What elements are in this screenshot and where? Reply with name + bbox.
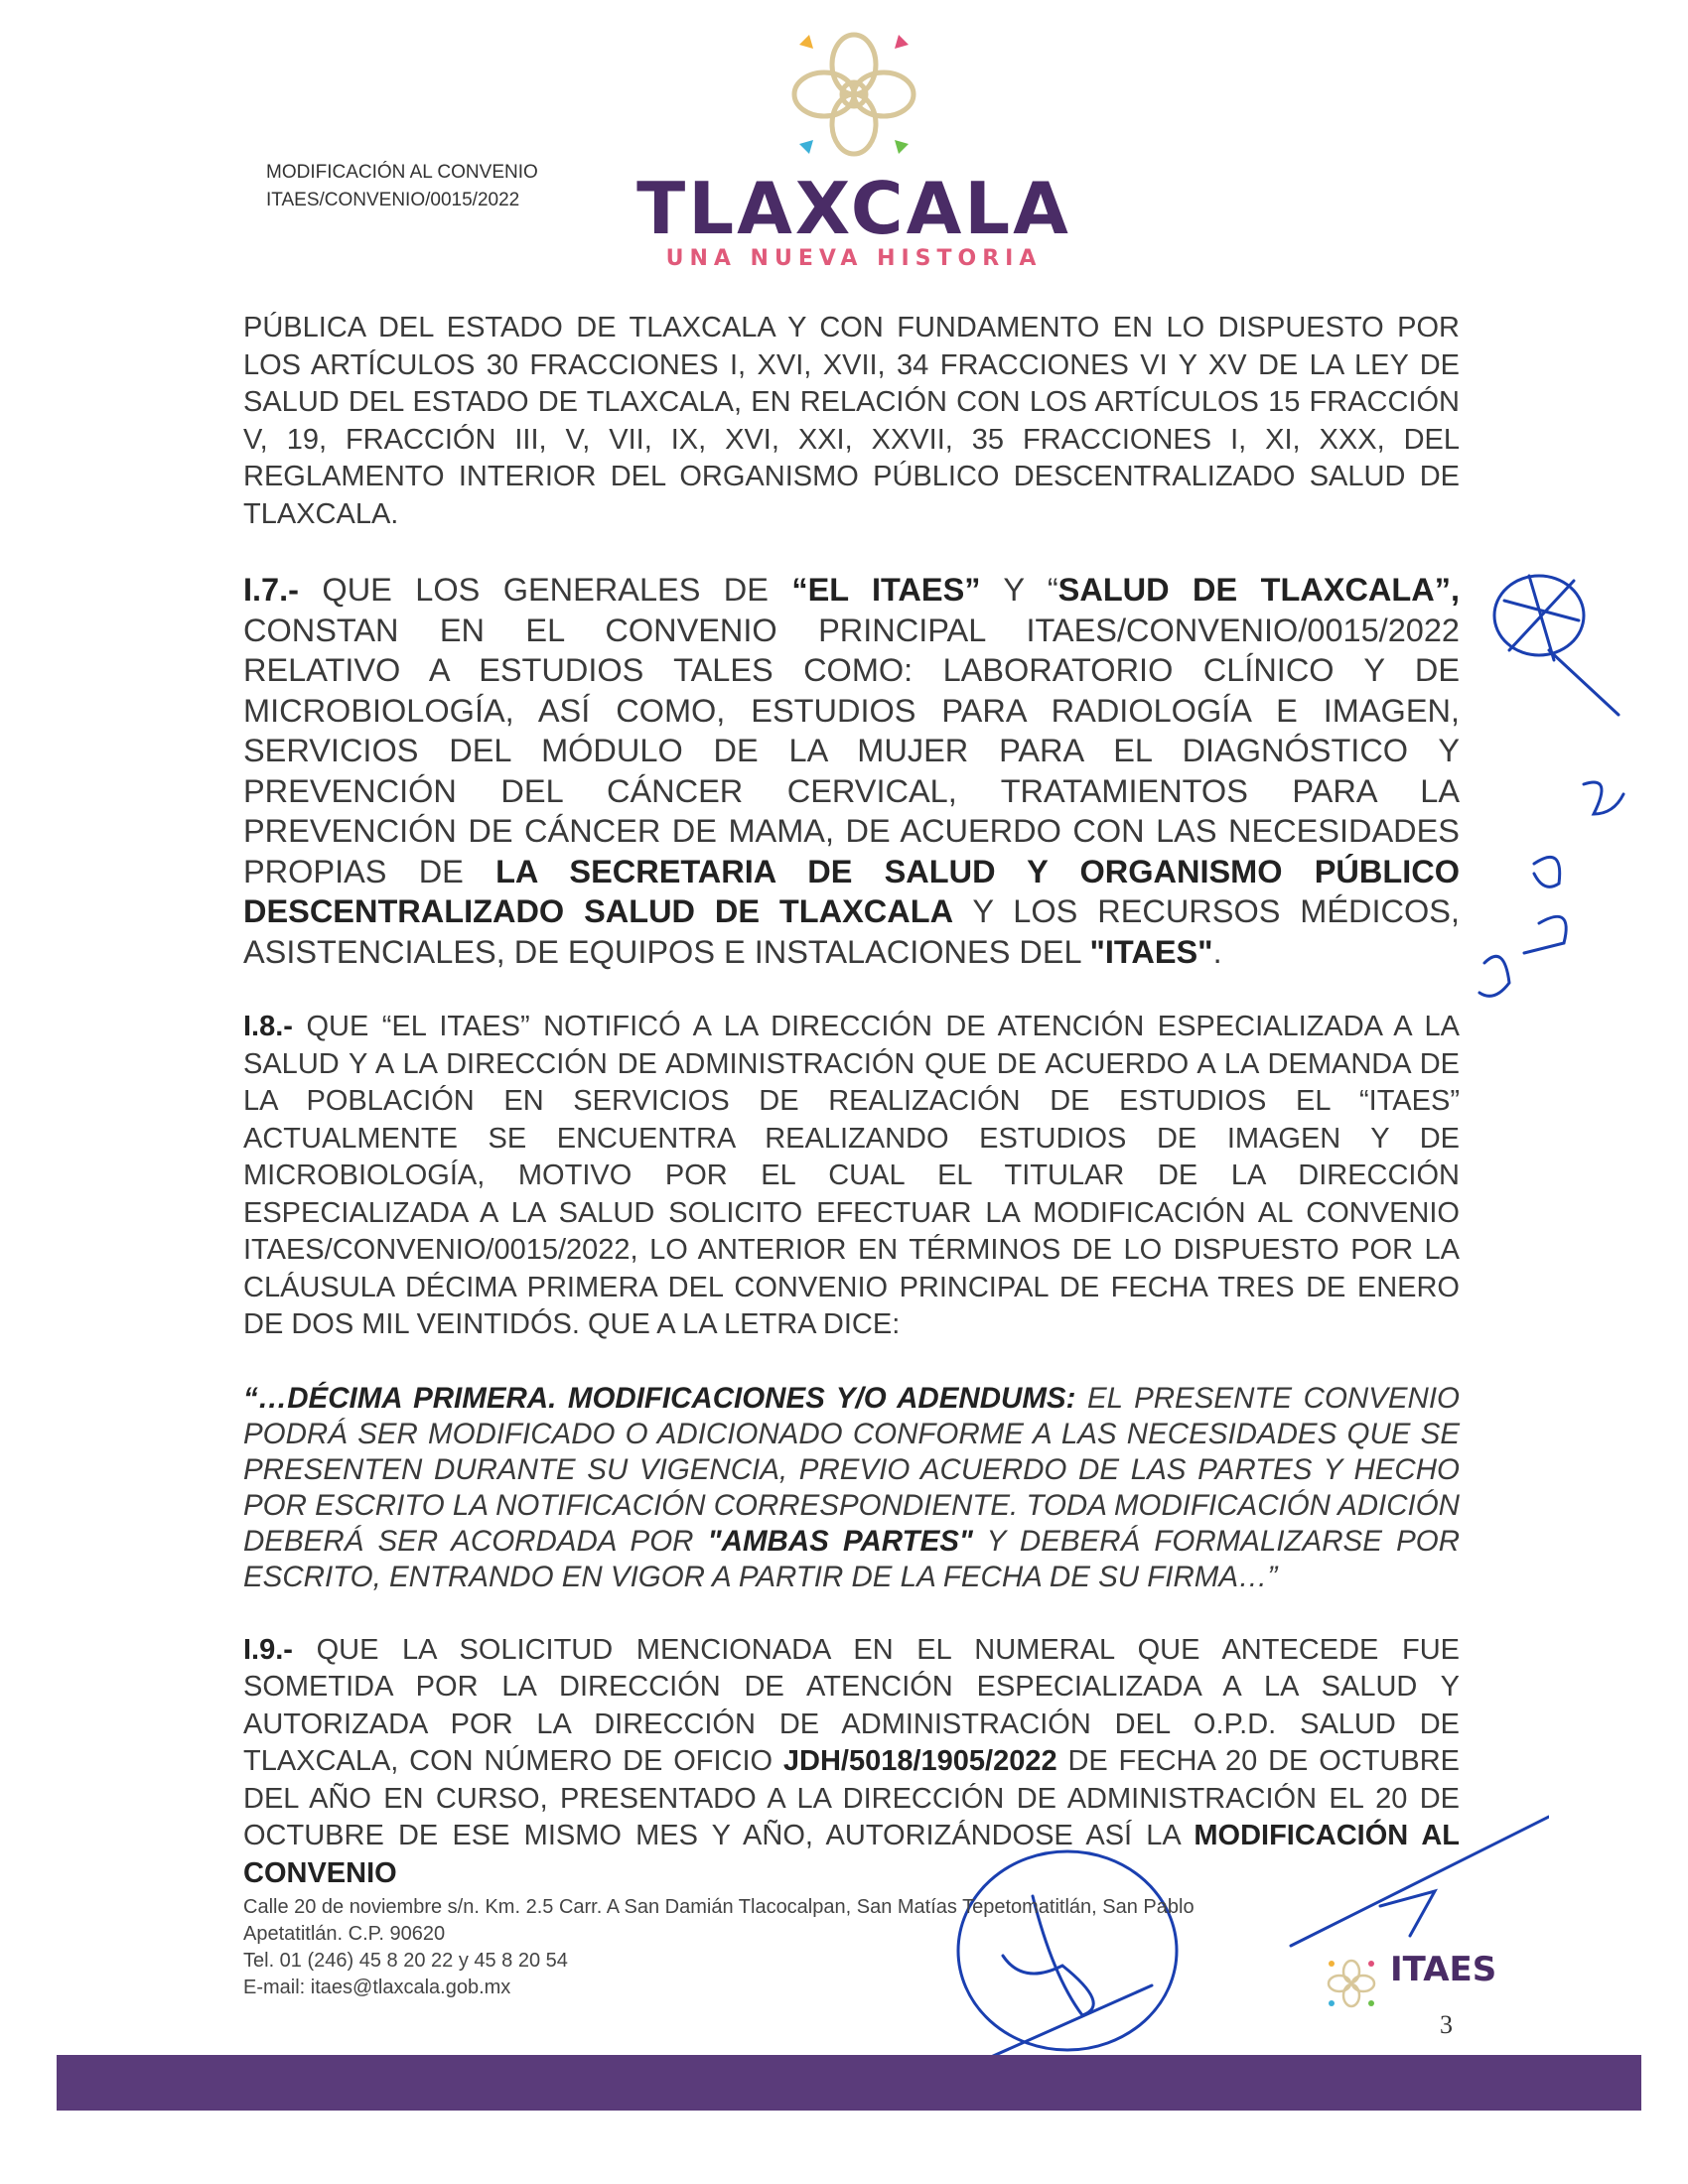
document-body (243, 310, 1460, 1892)
handwritten-date (1465, 754, 1633, 1013)
phone-line: Tel. 01 (246) 45 8 20 22 y 45 8 20 54 (243, 1950, 568, 1972)
address-line: Apetatitlán. C.P. 90620 (243, 1923, 446, 1945)
tlaxcala-logo (635, 20, 1072, 288)
quote-text: EL PRESENTE CONVENIO PODRÁ SER MODIFICADO O ADICIONADO CONFORME A LAS NECESIDADES QUE SE PRESENTEN DURANTE SU VIGENCIA, PREVIO ACUERDO DE LAS PARTES Y HECHO POR ESCRITO LA NOTIFICACIÓN CORRESPONDIENTE. TODA MODIFICACIÓN ADICIÓN DEBERÁ SER ACORDADA POR (243, 1381, 1461, 1558)
page-number: 3 (1440, 2010, 1453, 2039)
itaes-logo (1316, 1950, 1604, 2019)
clause-i9 (243, 1632, 1460, 1893)
doc-ref-number: ITAES/CONVENIO/0015/2022 (266, 190, 520, 210)
clause-text: . (1212, 933, 1222, 970)
address-line: Calle 20 de noviembre s/n. Km. 2.5 Carr. A San Damián Tlacocalpan, San Matías Tepetomatitlán, San Pablo (243, 1896, 1195, 1918)
clause-number: I.8.- (243, 1011, 293, 1042)
clause-text: DE FECHA 20 DE OCTUBRE DEL AÑO EN CURSO, PRESENTADO A LA DIRECCIÓN DE ADMINISTRACIÓN EL 20 DE OCTUBRE DE ESE MISMO MES Y AÑO, AUTORIZÁNDOSE ASÍ LA (243, 1745, 1460, 1851)
clause-text: Y LOS RECURSOS MÉDICOS, ASISTENCIALES, DE EQUIPOS E INSTALACIONES DEL (243, 893, 1461, 970)
bold-term: "ITAES" (1089, 933, 1213, 970)
document-reference (266, 159, 538, 214)
flower-emblem-icon (770, 20, 938, 169)
bold-term: MODIFICACIÓN AL CONVENIO (243, 1820, 1461, 1889)
bold-term: "AMBAS PARTES" (707, 1524, 973, 1558)
itaes-wordmark: ITAES (1390, 1950, 1497, 1989)
footer-bar (57, 2055, 1641, 2111)
clause-text: Y “ (980, 572, 1058, 608)
email-line: E-mail: itaes@tlaxcala.gob.mx (243, 1977, 511, 1998)
bold-term: JDH/5018/1905/2022 (782, 1745, 1057, 1777)
bold-term: “EL ITAES” (791, 572, 981, 608)
intro-paragraph (243, 310, 1460, 533)
clause-number: I.9.- (243, 1633, 293, 1666)
clause-text: CONSTAN EN EL CONVENIO PRINCIPAL ITAES/CONVENIO/0015/2022 RELATIVO A ESTUDIOS TALES COMO: LABORATORIO CLÍNICO Y DE MICROBIOLOGÍA, ASÍ COMO, ESTUDIOS PARA RADIOLOGÍA E IMAGEN, SERVICIOS DEL MÓDULO DE LA MUJER PARA EL DIAGNÓSTICO Y PREVENCIÓN DEL CÁNCER CERVICAL, TRATAMIENTOS PARA LA PREVENCIÓN DE CÁNCER DE MAMA, DE ACUERDO CON LAS NECESIDADES PROPIAS DE (243, 612, 1460, 889)
bold-term: LA SECRETARIA DE SALUD Y ORGANISMO PÚBLICO DESCENTRALIZADO SALUD DE TLAXCALA (243, 853, 1460, 929)
clause-text: QUE LOS GENERALES DE (299, 572, 792, 608)
itaes-emblem-icon (1322, 1954, 1381, 2013)
quote-heading: “…DÉCIMA PRIMERA. MODIFICACIONES Y/O ADENDUMS: (243, 1381, 1076, 1415)
quoted-clause (243, 1381, 1460, 1595)
bold-term: SALUD DE TLAXCALA”, (1057, 572, 1460, 608)
clause-number: I.7.- (243, 572, 299, 608)
clause-i7 (243, 570, 1460, 972)
logo-tagline: UNA NUEVA HISTORIA (665, 246, 1043, 271)
logo-wordmark: TLAXCALA (636, 167, 1071, 250)
initials-signature-right (1479, 561, 1638, 740)
clause-text: QUE LA SOLICITUD MENCIONADA EN EL NUMERAL QUE ANTECEDE FUE SOMETIDA POR LA DIRECCIÓN DE ATENCIÓN ESPECIALIZADA A LA SALUD Y AUTORIZADA POR LA DIRECCIÓN DE ADMINISTRACIÓN DEL O.P.D. SALUD DE TLAXCALA, CON NÚMERO DE OFICIO (243, 1633, 1460, 1777)
clause-text: QUE “EL ITAES” NOTIFICÓ A LA DIRECCIÓN DE ATENCIÓN ESPECIALIZADA A LA SALUD Y A LA DIRECCIÓN DE ADMINISTRACIÓN QUE DE ACUERDO A LA DEMANDA DE LA POBLACIÓN EN SERVICIOS DE REALIZACIÓN DE ESTUDIOS EL “ITAES” ACTUALMENTE SE ENCUENTRA REALIZANDO ESTUDIOS DE IMAGEN Y DE MICROBIOLOGÍA, MOTIVO POR EL CUAL EL TITULAR DE LA DIRECCIÓN ESPECIALIZADA A LA SALUD SOLICITO EFECTUAR LA MODIFICACIÓN AL CONVENIO ITAES/CONVENIO/0015/2022, LO ANTERIOR EN TÉRMINOS DE LO DISPUESTO POR LA CLÁUSULA DÉCIMA PRIMERA DEL CONVENIO PRINCIPAL DE FECHA TRES DE ENERO DE DOS MIL VEINTIDÓS. QUE A LA LETRA DICE: (243, 1011, 1460, 1340)
clause-i8 (243, 1009, 1460, 1344)
doc-ref-title: MODIFICACIÓN AL CONVENIO (266, 162, 538, 183)
footer-contact (243, 1894, 1195, 2001)
intro-text: PÚBLICA DEL ESTADO DE TLAXCALA Y CON FUNDAMENTO EN LO DISPUESTO POR LOS ARTÍCULOS 30 FRACCIONES I, XVI, XVII, 34 FRACCIONES VI Y XV DE LA LEY DE SALUD DEL ESTADO DE TLAXCALA, EN RELACIÓN CON LOS ARTÍCULOS 15 FRACCIÓN V, 19, FRACCIÓN III, V, VII, IX, XVI, XXI, XXVII, 35 FRACCIONES I, XI, XXX, DEL REGLAMENTO INTERIOR DEL ORGANISMO PÚBLICO DESCENTRALIZADO SALUD DE TLAXCALA. (243, 312, 1460, 530)
quote-text: Y DEBERÁ FORMALIZARSE POR ESCRITO, ENTRANDO EN VIGOR A PARTIR DE LA FECHA DE SU FIRMA…” (243, 1524, 1461, 1593)
